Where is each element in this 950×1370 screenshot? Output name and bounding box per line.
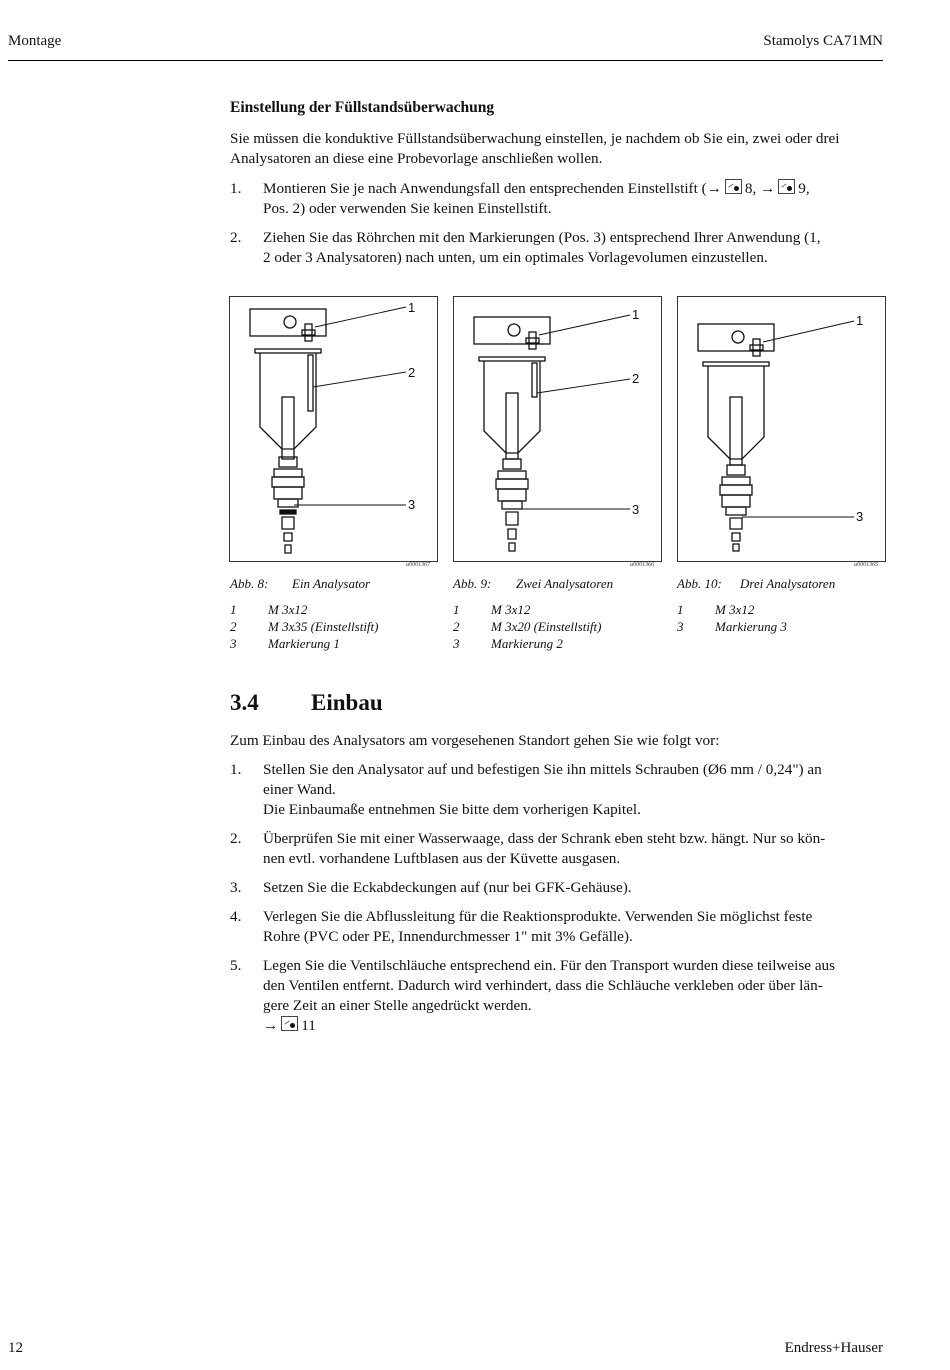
figure-caption [453,576,614,592]
header-product-name: Stamolys CA71MN [763,33,883,49]
step-text: nen evtl. vorhandene Luftblasen aus der Küvette ausgasen. [263,850,621,867]
caption-title: Drei Analysatoren [740,576,836,591]
legend-number: 3 [230,636,237,651]
legend-number: 2 [230,619,237,634]
legend-text: M 3x35 (Einstellstift) [268,619,379,634]
reference-page: 11 [301,1017,316,1034]
step-text: Verlegen Sie die Abflussleitung für die Reaktionsprodukte. Verwenden Sie möglichst feste [263,908,813,925]
step-text: Setzen Sie die Eckabdeckungen auf (nur bei GFK-Gehäuse). [263,879,632,896]
caption-title: Ein Analysator [292,576,371,591]
figure-code: a0001366 [630,562,654,568]
install-intro: Zum Einbau des Analysators am vorgesehenen Standort gehen Sie wie folgt vor: [230,732,720,749]
caption-label: Abb. 8: [230,576,269,591]
page-number: 12 [8,1340,23,1356]
step-number: 1. [230,180,242,197]
caption-label: Abb. 9: [453,576,492,591]
step-text: Ziehen Sie das Röhrchen mit den Markierungen (Pos. 3) entsprechend Ihrer Anwendung (1, [263,229,821,246]
figure-two-analysers [453,296,662,562]
figure-code: a0001365 [854,562,878,568]
intro-paragraph [230,129,885,169]
legend-text: M 3x12 [268,602,308,617]
figure-legend [677,601,877,637]
level-step-2 [230,228,885,268]
level-step-1 [230,179,885,219]
step-number: 2. [230,229,242,246]
figure-code: a0001367 [406,562,430,568]
callout-3: 3 [632,502,640,517]
intro-line-2: Analysatoren an diese eine Probevorlage anschließen wollen. [230,150,603,167]
legend-text: M 3x12 [491,602,531,617]
figure-legend [230,601,430,653]
analyser-drawing [454,297,661,561]
header-section-title: Montage [8,33,62,49]
step-text: Stellen Sie den Analysator auf und befestigen Sie ihn mittels Schrauben (Ø6 mm / 0,24") an [263,761,822,778]
legend-text: M 3x20 (Einstellstift) [491,619,602,634]
figure-reference-icon [725,179,742,194]
analyser-drawing [230,297,437,561]
callout-2: 2 [408,365,416,380]
install-step-5 [230,956,885,1036]
install-step-2 [230,829,885,869]
figure-reference-icon [281,1016,298,1031]
step-number: 2. [230,830,242,847]
legend-number: 1 [677,602,684,617]
step-text: Überprüfen Sie mit einer Wasserwaage, dass der Schrank eben steht bzw. hängt. Nur so kön- [263,830,826,847]
legend-text: Markierung 3 [715,619,787,634]
header-rule [8,60,883,61]
figure-one-analyser [229,296,438,562]
section-number: 3.4 [230,690,259,715]
step-number: 5. [230,957,242,974]
subsection-heading: Einstellung der Füllstandsüberwachung [230,99,495,116]
intro-line-1: Sie müssen die konduktive Füllstandsüberwachung einstellen, je nachdem ob Sie ein, zwei oder drei [230,130,840,147]
install-step-4 [230,907,885,947]
step-text: 8, → [744,180,776,197]
callout-1: 1 [408,300,416,315]
step-text: Montieren Sie je nach Anwendungsfall den entsprechenden Einstellstift (→ [263,180,722,197]
legend-number: 3 [453,636,460,651]
step-text: Legen Sie die Ventilschläuche entsprechend ein. Für den Transport wurden diese teilweise aus [263,957,836,974]
step-text: Die Einbaumaße entnehmen Sie bitte dem vorherigen Kapitel. [263,801,641,818]
step-text: Pos. 2) oder verwenden Sie keinen Einstellstift. [263,200,552,217]
step-number: 4. [230,908,242,925]
legend-number: 3 [677,619,684,634]
step-number: 3. [230,879,242,896]
section-heading [230,690,383,716]
callout-3: 3 [408,497,416,512]
install-step-1 [230,760,885,820]
legend-number: 1 [230,602,237,617]
figure-caption [677,576,836,592]
figure-reference-icon [778,179,795,194]
figure-legend [453,601,653,653]
figure-three-analysers [677,296,886,562]
legend-text: M 3x12 [715,602,755,617]
caption-label: Abb. 10: [677,576,722,591]
step-text: 9, [798,180,810,197]
legend-number: 1 [453,602,460,617]
step-number: 1. [230,761,242,778]
legend-text: Markierung 1 [268,636,340,651]
step-text: gere Zeit an einer Stelle angedrückt werden. [263,997,532,1014]
figure-caption [230,576,371,592]
legend-text: Markierung 2 [491,636,563,651]
reference-arrow: → [263,1017,279,1034]
step-text: den Ventilen entfernt. Dadurch wird verhindert, dass die Schläuche verkleben oder über län- [263,977,823,994]
step-text: einer Wand. [263,781,336,798]
callout-3: 3 [856,509,864,524]
step-text: Rohre (PVC oder PE, Innendurchmesser 1" mit 3% Gefälle). [263,928,633,945]
callout-2: 2 [632,371,640,386]
analyser-drawing [678,297,885,561]
footer-company: Endress+Hauser [784,1340,883,1356]
caption-title: Zwei Analysatoren [516,576,614,591]
legend-number: 2 [453,619,460,634]
callout-1: 1 [856,313,864,328]
callout-1: 1 [632,307,640,322]
install-step-3 [230,878,885,898]
step-text: 2 oder 3 Analysatoren) nach unten, um ein optimales Vorlagevolumen einzustellen. [263,249,768,266]
section-title: Einbau [311,690,383,715]
